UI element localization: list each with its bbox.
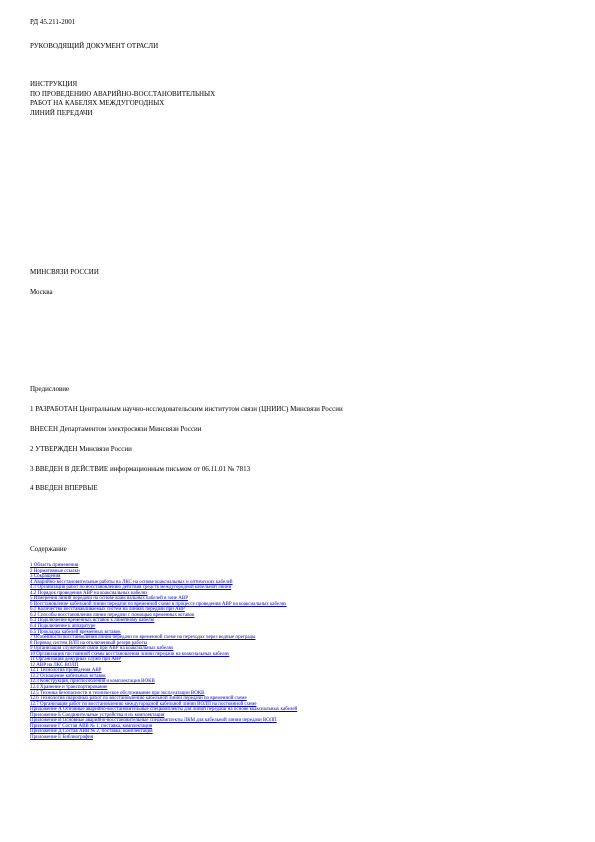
publication-city: Москва <box>30 288 53 296</box>
toc-link[interactable]: 10 Организация постоянной схемы восстановления линии передачи на коаксиальных кабелях <box>30 651 230 657</box>
toc-link[interactable]: 8 Перевод систем ВЛП на отключенный резерв работы <box>30 640 148 646</box>
preface-item: 1 РАЗРАБОТАН Центральным научно-исследовательским институтом связи (ЦНИИС) Минсвязи России <box>30 405 343 413</box>
toc-link[interactable]: Приложение Б Соединительные устройства и их комплектация <box>30 712 165 718</box>
title-line: РАБОТ НА КАБЕЛЯХ МЕЖДУГОРОДНЫХ <box>30 99 165 107</box>
toc-link[interactable]: 12.2 Оснащение кабельных вставок <box>30 673 106 679</box>
toc-link[interactable]: 12.1 Технология проведения АВР <box>30 668 102 674</box>
preface-item: ВНЕСЕН Департаментом электросвязи Минсвязи России <box>30 425 202 433</box>
toc-link[interactable]: 6.2 Способы восстановления линии передачи с помощью временных вставок <box>30 612 195 618</box>
toc-link[interactable]: 2 Нормативные ссылки <box>30 568 80 574</box>
toc-link[interactable]: 12 АВР на ЛКС ВОЛП <box>30 662 79 668</box>
toc-link[interactable]: 12.5 Техника безопасности и техническое обслуживание при эксплуатации ВОКВ <box>30 690 205 696</box>
title-line: ИНСТРУКЦИЯ <box>30 80 78 88</box>
toc-link[interactable]: 12.7 Организация работ по восстановлению междугородной кабельной линии ВОЛП на постоянной схеме <box>30 701 257 707</box>
document-type: РУКОВОДЯЩИЙ ДОКУМЕНТ ОТРАСЛИ <box>30 42 159 50</box>
preface-item: 3 ВВЕДЕН В ДЕЙСТВИЕ информационным письмом от 06.11.01 № 7813 <box>30 465 251 473</box>
toc-link[interactable]: 7 Особенности восстановления линии передачи по временной схеме на переходах через водные преграды <box>30 635 256 641</box>
preface-item: 4 ВВЕДЕН ВПЕРВЫЕ <box>30 484 98 492</box>
toc-link[interactable]: 11 Организация дежурных служб при АВР <box>30 657 122 663</box>
toc-link[interactable]: 6.3 Подключение временных вставок к линейному кабелю <box>30 618 155 624</box>
toc-link[interactable]: 5 Измерения линий передачи на основе коаксиальных кабелей в зоне АВР <box>30 596 188 602</box>
toc-item <box>30 735 400 741</box>
toc-link[interactable]: Приложение А Основные аварийно-восстановительные спецкомплекты для линий передачи на основе коаксиальных кабелей <box>30 707 298 713</box>
table-of-contents <box>30 563 400 741</box>
toc-link[interactable]: 6.5 Прокладка кабелей временных вставок <box>30 629 121 635</box>
document-code: РД 45.211-2001 <box>30 18 76 26</box>
title-line: ЛИНИЙ ПЕРЕДАЧИ <box>30 108 93 117</box>
toc-link[interactable]: 6.4 Подключение к аппаратуре <box>30 624 96 630</box>
toc-link[interactable]: 9 Организация служебной связи при АВР на коаксиальных кабелях <box>30 646 174 652</box>
toc-link[interactable]: 6.1 Количество восстанавливаемых систем на линиях передачи при АВР <box>30 607 185 613</box>
toc-link[interactable]: 12.6 Технология сварочных работ по восстановлению кабельной линии передачи по временной схеме <box>30 696 247 702</box>
toc-link[interactable]: 4.1 Организация работ по восстановлению действия средств междугородной кабельной линии <box>30 585 232 591</box>
toc-link[interactable]: Приложение Г Состав АВВ № 1, поставка, комплектация <box>30 723 153 729</box>
toc-link[interactable]: 12.4 Хранение и транспортирование <box>30 685 108 691</box>
toc-link[interactable]: Приложение Д Состав АВВ № 2, поставка, комплектация <box>30 729 153 735</box>
ministry-name: МИНСВЯЗИ РОССИИ <box>30 268 99 276</box>
toc-link[interactable]: Приложение Е Библиография <box>30 734 94 740</box>
title-line: ПО ПРОВЕДЕНИЮ АВАРИЙНО-ВОССТАНОВИТЕЛЬНЫХ <box>30 89 216 98</box>
toc-link[interactable]: 4.2 Порядок проведения АВР на коаксиальных кабелях <box>30 590 148 596</box>
preface-heading: Предисловие <box>30 385 70 393</box>
document-title <box>30 80 215 118</box>
toc-link[interactable]: Приложение В Основные аварийно-восстановительные спецкомплекты ЛКМ для кабельной линии передачи ВОЛП <box>30 718 277 724</box>
toc-link[interactable]: 3 Сокращения <box>30 574 61 580</box>
contents-heading: Содержание <box>30 545 67 553</box>
toc-link[interactable]: 4 Аварийно-восстановительные работы на ЛКС на основе коаксиальных и оптических кабелей <box>30 579 233 585</box>
toc-link[interactable]: 1 Область применения <box>30 563 79 568</box>
preface-item: 2 УТВЕРЖДЕН Минсвязи России <box>30 445 132 453</box>
toc-link[interactable]: 12.3 Конструкция, приспособления и комплектация ВОКВ <box>30 679 155 685</box>
toc-link[interactable]: 6 Восстановление кабельной линии передачи по временной схеме в процессе проведения АВР на коаксиальных кабелях <box>30 601 287 607</box>
